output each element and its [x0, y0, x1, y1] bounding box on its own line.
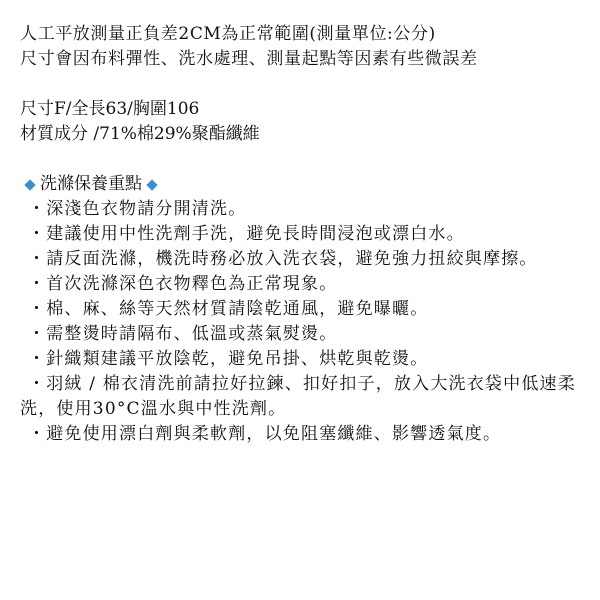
material-spec: 材質成分 /71%棉29%聚酯纖維: [20, 124, 260, 144]
list-item: ・請反面洗滌，機洗時務必放入洗衣袋，避免強力扭絞與摩擦。: [28, 249, 538, 269]
diamond-icon: [146, 179, 157, 190]
list-item: ・羽絨 / 棉衣清洗前請拉好拉鍊、扣好扣子，放入大洗衣袋中低速柔洗，使用30°C溫水與中性洗劑。: [20, 374, 576, 419]
list-item: ・棉、麻、絲等天然材質請陰乾通風，避免曝曬。: [28, 299, 429, 319]
diamond-icon: [24, 179, 35, 190]
list-item: ・深淺色衣物請分開清洗。: [28, 199, 247, 219]
list-item: ・首次洗滌深色衣物釋色為正常現象。: [28, 274, 338, 294]
care-heading: [24, 172, 588, 197]
size-spec: 尺寸F/全長63/胸圍106: [20, 99, 200, 119]
list-item: ・避免使用漂白劑與柔軟劑，以免阻塞纖維、影響透氣度。: [28, 424, 502, 444]
measurement-notes: [20, 22, 588, 72]
care-heading-label: 洗滌保養重點: [40, 174, 142, 194]
section-spacer: [20, 72, 588, 97]
care-instructions-list: [20, 197, 588, 447]
list-item: ・建議使用中性洗劑手洗，避免長時間浸泡或漂白水。: [28, 224, 465, 244]
measurement-variance-note: 尺寸會因布料彈性、洗水處理、測量起點等因素有些微誤差: [20, 49, 478, 69]
measurement-tolerance-note: 人工平放測量正負差2CM為正常範圍(測量單位:公分): [20, 24, 436, 44]
list-item: ・需整燙時請隔布、低溫或蒸氣熨燙。: [28, 324, 338, 344]
product-specs: [20, 97, 588, 147]
list-item: ・針織類建議平放陰乾，避免吊掛、烘乾與乾燙。: [28, 349, 429, 369]
